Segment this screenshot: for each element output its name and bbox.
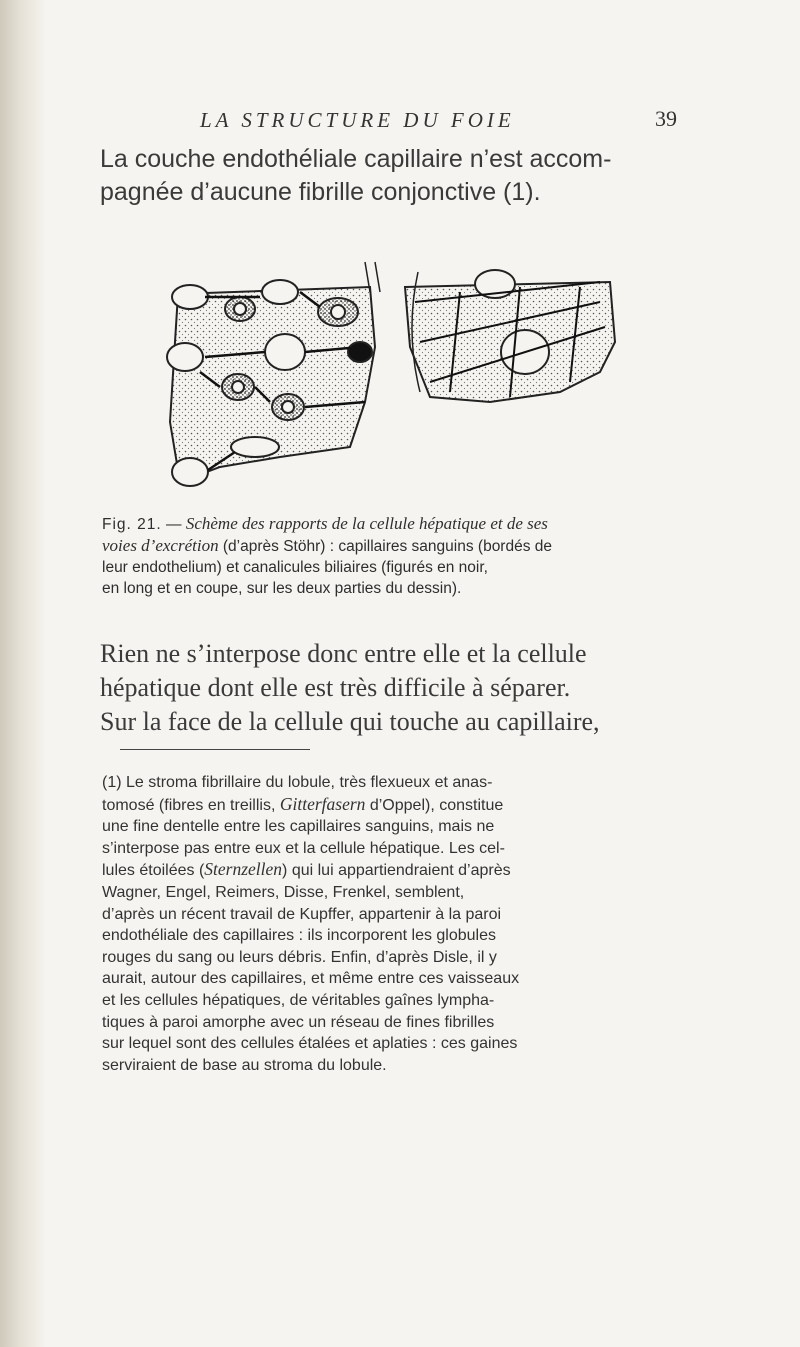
running-head: LA STRUCTURE DU FOIE [200, 108, 515, 132]
caption-line: leur endothelium) et canalicules biliaires (figurés en noir, [102, 559, 488, 576]
footnote-text: ) qui lui appartiendraient d’après [282, 862, 511, 880]
caption-label: Fig. 21. [102, 516, 162, 533]
text-line: pagnée d’aucune fibrille conjonctive (1). [100, 178, 541, 206]
caption-text: (d’après Stöhr) : capillaires sanguins (bordés de [218, 538, 553, 555]
caption-title: Schème des rapports de la cellule hépatique et de ses [185, 514, 548, 533]
right-lobule-drawing [405, 270, 615, 402]
footnote-separator [120, 749, 310, 750]
footnote-line: et les cellules hépatiques, de véritables gaînes lympha- [102, 991, 495, 1009]
footnote-line: serviraient de base au stroma du lobule. [102, 1056, 387, 1074]
page-edge-shadow [0, 0, 46, 1347]
footnote-line: (1) Le stroma fibrillaire du lobule, très flexueux et anas- [102, 774, 493, 791]
footnote-line: aurait, autour des capillaires, et même entre ces vaisseaux [102, 970, 520, 988]
left-lobule-drawing [167, 262, 380, 486]
caption-line [102, 535, 722, 557]
footnote-line: s’interpose pas entre eux et la cellule hépatique. Les cel- [102, 839, 505, 857]
footnote-italic: Sternzellen [204, 859, 283, 880]
paragraph-main [100, 637, 720, 739]
footnote-line: endothéliale des capillaires : ils incorporent les globules [102, 927, 497, 945]
footnote [102, 772, 722, 1076]
figure-caption [102, 513, 722, 599]
liver-cell-schema-figure [160, 252, 630, 502]
footnote-line: tiques à paroi amorphe avec un réseau de fines fibrilles [102, 1013, 495, 1031]
page-number: 39 [655, 106, 677, 131]
footnote-line: d’après un récent travail de Kupffer, appartenir à la paroi [102, 905, 502, 923]
footnote-text: tomosé (fibres en treillis, [102, 796, 280, 814]
caption-italic-fragment: voies d’excrétion [102, 536, 219, 555]
footnote-italic: Gitterfasern [279, 793, 366, 814]
paragraph-top [100, 143, 720, 209]
footnote-line: une fine dentelle entre les capillaires sanguins, mais ne [102, 818, 495, 836]
footnote-text: lules étoilées ( [102, 862, 205, 880]
caption-line: en long et en coupe, sur les deux parties du dessin). [102, 580, 462, 597]
footnote-line: Wagner, Engel, Reimers, Disse, Frenkel, semblent, [102, 883, 465, 901]
text-line: hépatique dont elle est très difficile à séparer. [100, 673, 571, 702]
text-line: La couche endothéliale capillaire n’est accom- [100, 145, 612, 173]
footnote-text: d’Oppel), constitue [365, 796, 504, 814]
footnote-line [102, 859, 722, 882]
footnote-line: rouges du sang ou leurs débris. Enfin, d’après Disle, il y [102, 948, 497, 966]
footnote-line [102, 794, 722, 817]
text-line: Sur la face de la cellule qui touche au capillaire, [100, 707, 600, 736]
caption-line: Fig. 21. — Schème des rapports de la cellule hépatique et de ses [102, 514, 548, 533]
footnote-line: sur lequel sont des cellules étalées et aplaties : ces gaines [102, 1035, 518, 1053]
text-line: Rien ne s’interpose donc entre elle et la cellule [100, 639, 587, 668]
